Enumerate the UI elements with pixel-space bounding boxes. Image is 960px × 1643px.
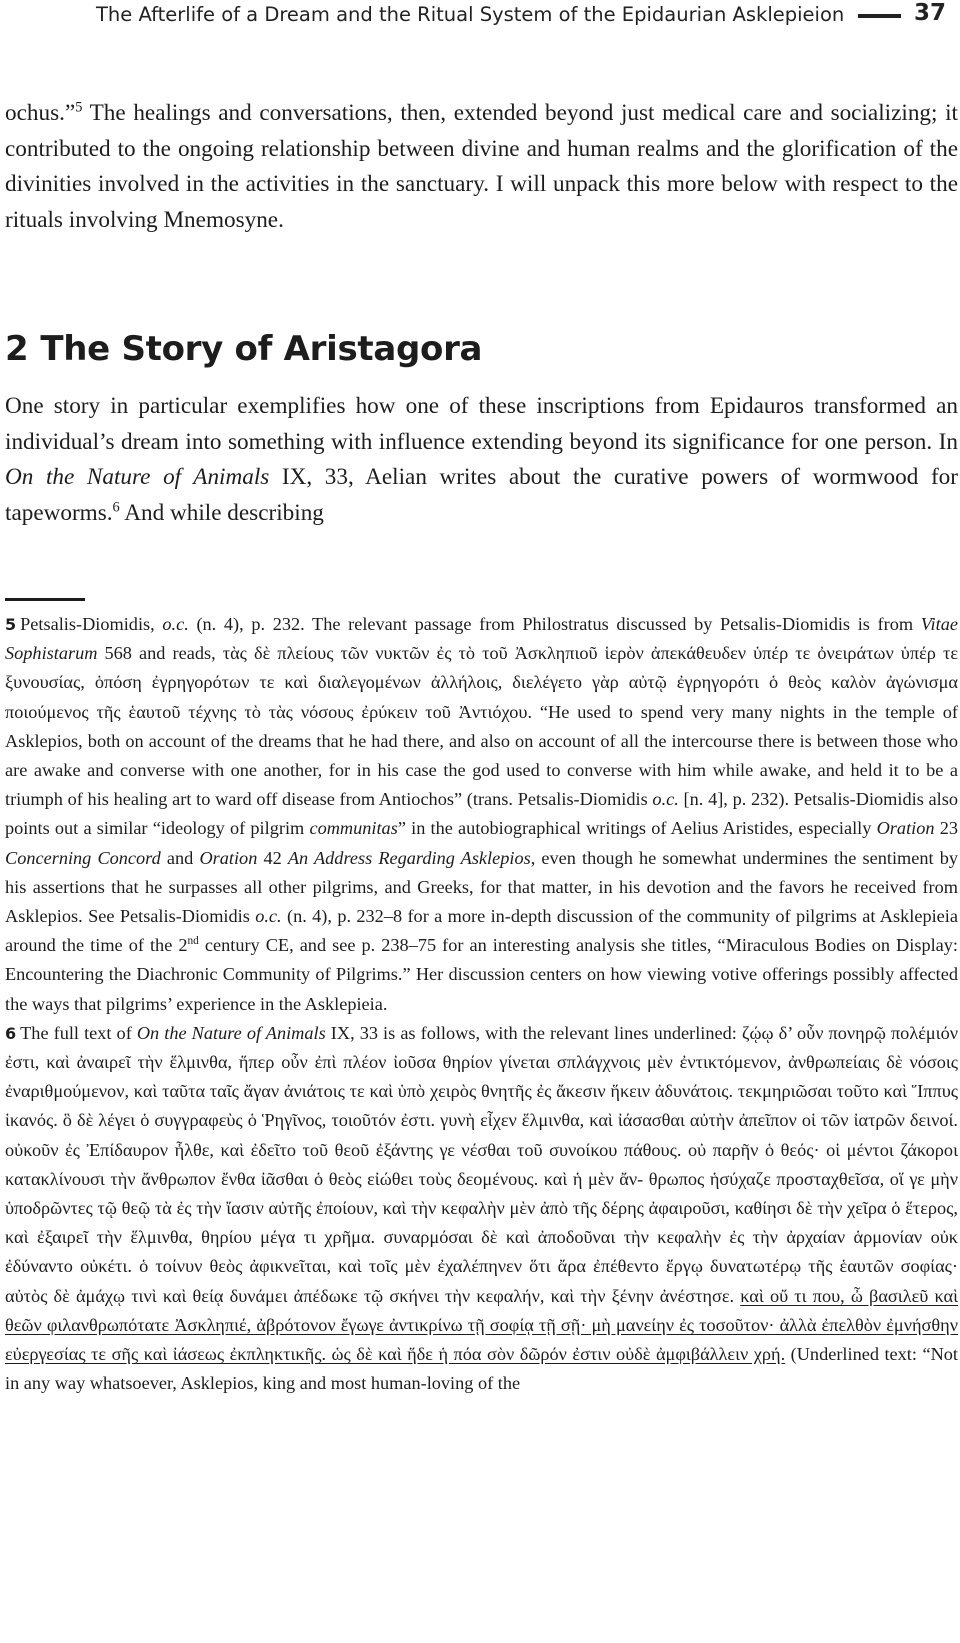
footnote-number-6: 6 xyxy=(5,1023,17,1043)
fn5-text: and xyxy=(160,847,200,868)
fn5-italic: o.c. xyxy=(652,789,679,810)
fn6-greek-text: IX, 33 is as follows, with the relevant lines underlined: ζῴῳ δ’ οὖν πονηρῷ πολέμιόν ἐστι, καὶ ἀναιρεῖ τὴν ἕλμινθα, ἥπερ οὖν ἐπὶ πλέον ἰοῦσα θηρίον γίνεται σπλάγχνοις μὲν ἐντικτόμενον, ἀνθρωπείαις δὲ νόσοις ἐναριθμούμενον, καὶ ταῦτα ταῖς ἄγαν ἀνιάτοις τε καὶ ὑπὸ χειρὸς θνητῆς ἐς ἄκεσιν ἥκειν ἀδυνάτοις. τεκμηριῶσαι τοῦτο καὶ Ἵππυς ἱκανός. ὃ δὲ λέγει ὁ συγγραφεὺς ὁ Ῥηγῖνος, τοιοῦτόν ἐστι. γυνὴ εἶχεν ἕλμινθα, καὶ ἰάσασθαι αὐτὴν ἀπεῖπον οἱ τῶν ἰατρῶν δεινοί. οὐκοῦν ἐς Ἐπίδαυρον ἦλθε, καὶ ἐδεῖτο τοῦ θεοῦ ἐξάντης γε νέσθαι τοῦ συνοίκου πάθους. οὐ παρῆν ὁ θεός· οἱ μέντοι ζάκοροι κατακλίνουσι τὴν ἄνθρωπον ἔνθα ἰᾶσθαι ὁ θεὸς εἰώθει τοὺς δεομένους. καὶ ἡ μὲν ἄν- θρωπος ἡσύχαζε προσταχθεῖσα, οἵ γε μὴν ὑποδρῶντες τῷ θεῷ τὰ ἐς τὴν ἴασιν αὐτῆς ἐποίουν, καὶ τὴν κεφαλὴν μὲν ἀπὸ τῆς δέρης ἀφαιροῦσι, καθίησι δὲ τὴν χεῖρα ὁ ἕτερος, καὶ ἐξαιρεῖ τὴν ἕλμινθα, θηρίου μέγα τι χρῆμα. συναρμόσαι δὲ καὶ ἀποδοῦναι τὴν κεφαλὴν ἐς τὴν ἀρχαίαν ἁρμονίαν οὐκ ἐδύναντο οὐκέτι. ὁ τοίνυν θεὸς ἀφικνεῖται, καὶ τοῖς μὲν ἐχαλέπηνεν ὅτι ἄρα ἐπέθεντο ἔργῳ δυνατωτέρῳ τῆς ἑαυτῶν σοφίας· αὐτὸς δὲ ἀμάχῳ τινὶ καὶ θείᾳ δυνάμει ἀπέδωκε τῷ σκήνει τὴν κεφαλήν, καὶ τὴν ξένην ἀνέστησε. xyxy=(5,1022,958,1306)
section-number: 2 xyxy=(5,329,29,369)
footnote-6 xyxy=(5,1019,958,1399)
running-head xyxy=(0,0,960,30)
fn5-italic: Oration xyxy=(199,847,258,868)
work-title: On the Nature of Animals xyxy=(5,464,270,490)
section-heading xyxy=(5,325,482,373)
page-number: 37 xyxy=(914,0,947,26)
fn6-text: The full text of xyxy=(20,1022,137,1043)
fn5-italic: communitas xyxy=(309,818,398,839)
para2-text-end: And while describing xyxy=(119,499,324,526)
footnote-5 xyxy=(5,610,958,1019)
footnote-ref-5[interactable]: 5 xyxy=(75,99,83,116)
running-head-rule xyxy=(858,14,901,18)
fn6-underlined-text: καὶ οὔ τι που, ὦ βασιλεῦ καὶ θεῶν φιλανθρωπότατε Ἀσκληπιέ, ἀβρότονον ἔγωγε ἀντικρίνω τῇ σοφίᾳ τῇ σῇ· μὴ μανείην ἐς τοσοῦτον· ἀλλὰ ἐπελθὸν ἐμνήσθην εὐεργεσίας τε σῆς καὶ ἰάσεως ἐκπληκτικῆς. ὡς δὲ καὶ ἥδε ἡ πόα σὸν δῶρόν ἐστιν οὐδὲ ἀμφιβάλλειν χρή. xyxy=(5,1285,958,1365)
footnote-ref-6[interactable]: 6 xyxy=(112,498,120,515)
fn6-text: (Underlined text: “Not in any way whatsoever, Asklepios, king and most human-loving of the xyxy=(5,1344,958,1394)
fn5-italic: o.c. xyxy=(255,906,282,927)
fn5-text: century CE, and see p. 238–75 for an interesting analysis she titles, “Miraculous Bodies on Display: Encountering the Diachronic Community of Pilgrims.” Her discussion centers on how viewing votive offerings possibly affected the ways that pilgrims’ experience in the Asklepieia. xyxy=(5,935,958,1014)
fn5-italic: Oration xyxy=(876,818,935,839)
footnote-separator xyxy=(5,598,85,601)
section-title: The Story of Aristagora xyxy=(40,329,483,369)
fn5-text: (n. 4), p. 232–8 for a more in-depth discussion of the community of pilgrims at Asklepieia around the time of the 2 xyxy=(5,906,958,956)
fn5-italic: Concerning Concord xyxy=(5,847,161,868)
body-paragraph-2 xyxy=(5,389,958,531)
footnotes xyxy=(5,610,958,1398)
body-paragraph-1 xyxy=(5,96,958,238)
running-head-title: The Afterlife of a Dream and the Ritual System of the Epidaurian Asklepieion xyxy=(96,3,845,26)
fn5-text: [n. 4], p. 232). Petsalis-Diomidis also points out a similar “ideology of pilgrim xyxy=(5,789,958,839)
fn5-text: ” in the autobiographical writings of Aelius Aristides, especially xyxy=(397,818,877,839)
fn5-text: Petsalis-Diomidis, xyxy=(20,614,163,634)
fn5-italic: o.c. xyxy=(162,614,189,634)
para2-text-mid: IX, 33, Aelian writes about the curative powers of wormwood for tapeworms. xyxy=(5,464,958,526)
para2-text-start: One story in particular exemplifies how one of these inscriptions from Epidauros transformed an individual’s dream into something with influence extending beyond its significance for one person. In xyxy=(5,393,958,455)
fn5-superscript: nd xyxy=(187,935,199,948)
fn5-text: , even though he somewhat undermines the sentiment by his assertions that he surpasses all other pilgrims, and Greeks, for that matter, in his devotion and the favors he received from Asklepios. See Petsalis-Diomidis xyxy=(5,847,958,927)
para1-text-start: ochus.” xyxy=(5,100,76,126)
fn5-text: 568 and reads, τὰς δὲ πλείους τῶν νυκτῶν ἐς τὸ τοῦ Ἀσκληπιοῦ ἱερὸν ἀπεκάθευδεν ὑπέρ τε ὀνειράτων ὑπέρ τε ξυνουσίας, ὁπόση ἐγρηγορότων τε καὶ διαλεγομένων ἀλλήλοις, διελέγετο γὰρ αὐτῷ ἐγρηγορότι ὁ θεὸς καλὸν ἀγώνισμα ποιούμενος τῆς ἑαυτοῦ τέχνης τὸ τὰς νόσους ἐρύκειν τοῦ Ἀντιόχου. “He used to spend very many nights in the temple of Asklepios, both on account of the dreams that he had there, and also on account of all the intercourse there is between those who are awake and converse with one another, for in his case the god used to converse with him while awake, and held it to be a triumph of his healing art to ward off disease from Antiochos” (trans. Petsalis-Diomidis xyxy=(5,643,958,810)
fn5-text: 42 xyxy=(257,847,288,868)
fn6-italic: On the Nature of Animals xyxy=(136,1022,326,1043)
fn5-text: 23 xyxy=(934,818,958,839)
footnote-number-5: 5 xyxy=(5,615,17,634)
fn5-text: (n. 4), p. 232. The relevant passage from Philostratus discussed by Petsalis-Diomidis is from xyxy=(188,614,921,634)
para1-text-rest: The healings and conversations, then, extended beyond just medical care and socializing; it contributed to the ongoing relationship between divine and human realms and the glorification of the divinities involved in the activities in the sanctuary. I will unpack this more below with respect to the rituals involving Mnemosyne. xyxy=(5,100,958,233)
fn5-italic: Vitae Sophistarum xyxy=(5,614,958,664)
fn5-italic: An Address Regarding Asklepios xyxy=(287,847,531,868)
